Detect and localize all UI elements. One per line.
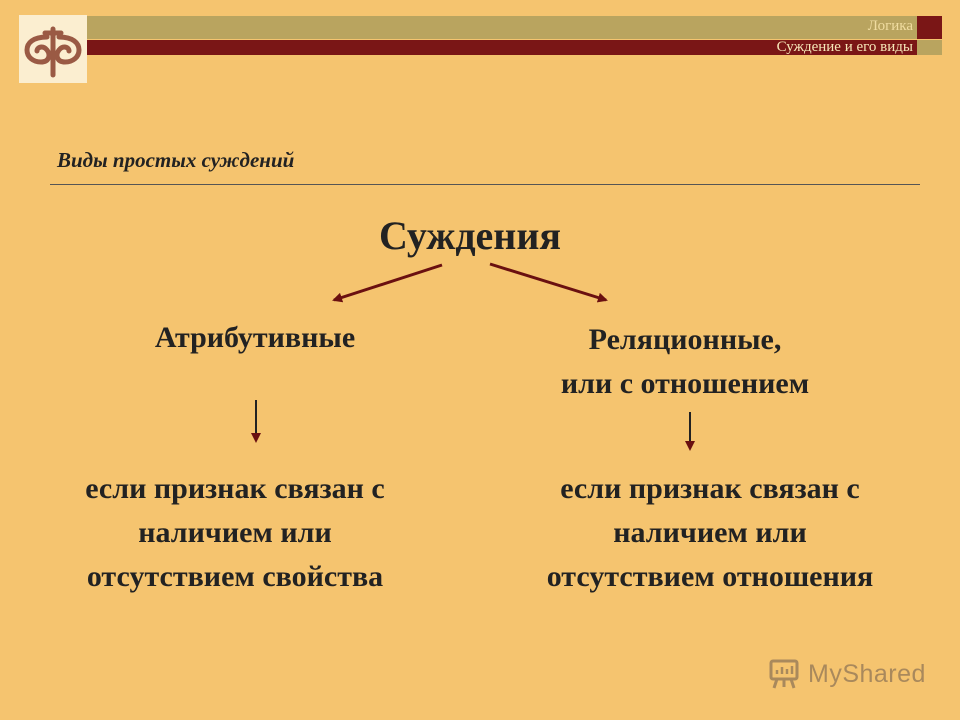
attributive-description-line: отсутствием свойства — [86, 560, 384, 593]
attributive-heading: Атрибутивные — [154, 321, 356, 354]
arrow-to-left-branch — [334, 265, 442, 300]
main-title: Суждения — [378, 213, 562, 258]
attributive-description — [20, 467, 450, 599]
relational-heading-line: или с отношением — [560, 367, 810, 400]
attributive-description-line: наличием или — [138, 516, 332, 549]
relational-heading-line: Реляционные, — [588, 323, 782, 356]
relational-description-line: отсутствием отношения — [546, 560, 874, 593]
watermark — [768, 656, 926, 692]
relational-description-line: если признак связан с — [560, 472, 860, 505]
section-title: Виды простых суждений — [57, 148, 295, 172]
relational-description-line: наличием или — [613, 516, 807, 549]
watermark-text: MyShared — [808, 659, 926, 688]
presentation-board-icon — [768, 657, 802, 691]
attributive-description-line: если признак связан с — [85, 472, 385, 505]
header-topic: Суждение и его виды — [776, 39, 913, 55]
relational-description — [490, 467, 930, 599]
header-subject: Логика — [867, 18, 913, 34]
arrow-to-right-branch — [490, 264, 606, 300]
relational-heading — [500, 318, 870, 406]
